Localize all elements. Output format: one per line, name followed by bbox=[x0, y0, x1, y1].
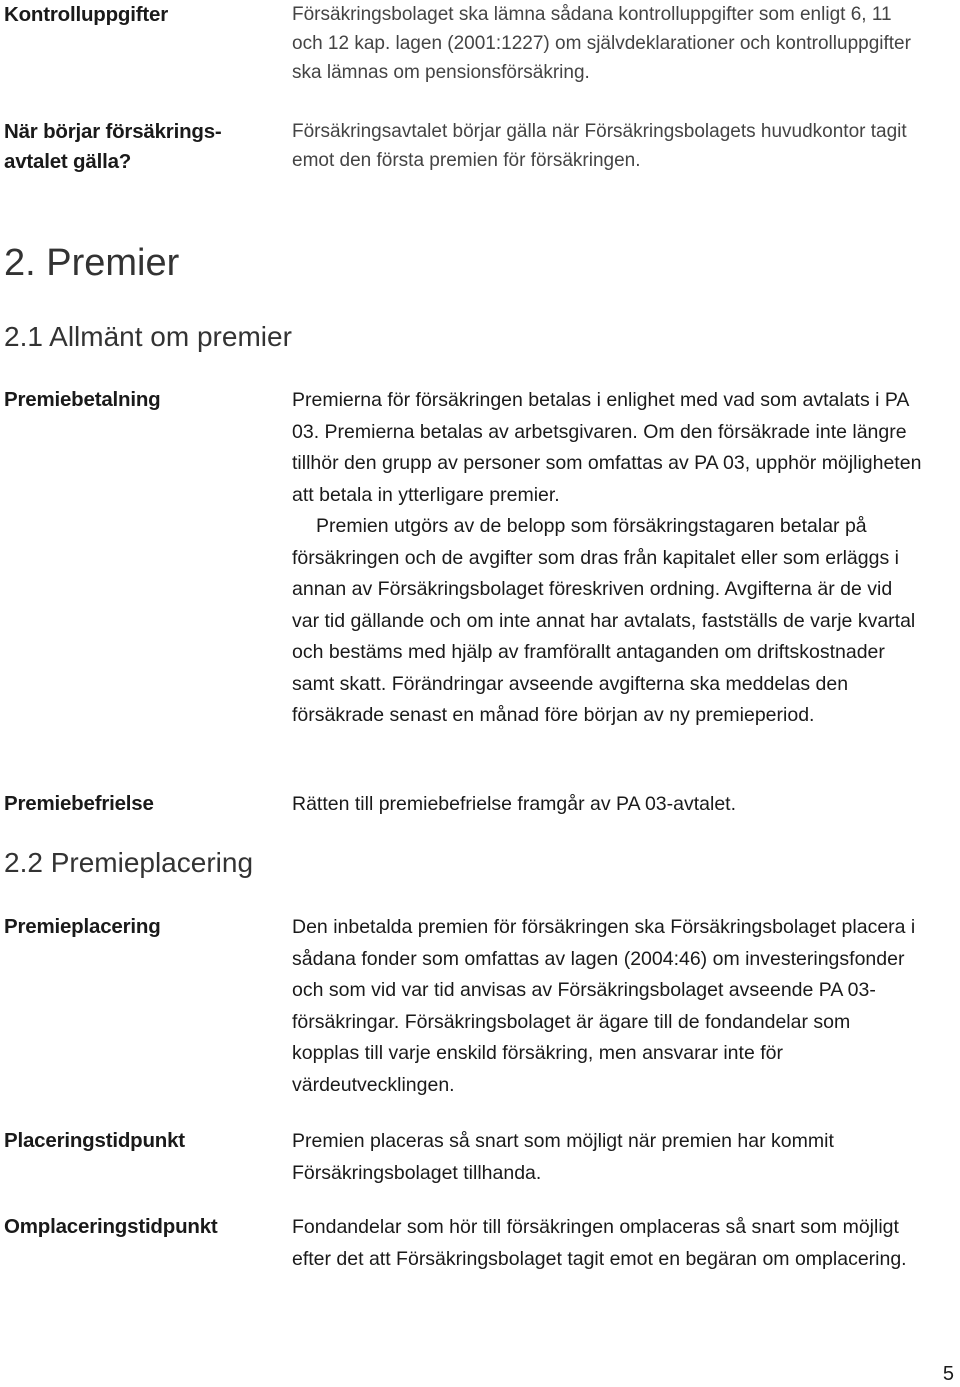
paragraph-premiebetalning-2: Premien utgörs av de belopp som försäkringstagaren betalar på försäkringen och de avgifter som dras från kapitalet eller som erläggs i annan av Försäkringsbolaget föreskriven ordning. Avgifterna är de vid var tid gällande och om inte annat har avtalats, fastställs de varje kvartal och bestäms med hjälp av framförallt antaganden om driftskostnader samt skatt. Förändringar avseende avgifterna ska meddelas den försäkrade senast en månad före början av ny premieperiod. bbox=[292, 515, 916, 726]
text-omplaceringstidpunkt bbox=[292, 1212, 922, 1275]
text-premiebetalning bbox=[292, 385, 922, 732]
text-kontrolluppgifter bbox=[292, 0, 922, 87]
subsection-heading-premieplacering: 2.2 Premieplacering bbox=[4, 847, 254, 878]
subsection-heading-allmant: 2.1 Allmänt om premier bbox=[4, 321, 292, 352]
text-placeringstidpunkt bbox=[292, 1126, 922, 1189]
page-number: 5 bbox=[942, 1363, 954, 1385]
term-kontrolluppgifter: Kontrolluppgifter bbox=[4, 3, 168, 26]
paragraph-kontrolluppgifter: Försäkringsbolaget ska lämna sådana kontrolluppgifter som enligt 6, 11 och 12 kap. lagen (2001:1227) om självdeklarationer och kontrolluppgifter ska lämnas om pensionsförsäkring. bbox=[292, 4, 911, 83]
term-premiebefrielse: Premiebefrielse bbox=[4, 792, 154, 815]
text-premieplacering bbox=[292, 912, 922, 1101]
text-forsakringsavtal-start bbox=[292, 117, 922, 175]
term-forsakringsavtal-start bbox=[4, 117, 274, 177]
text-premiebefrielse bbox=[292, 789, 922, 821]
paragraph-premiebefrielse: Rätten till premiebefrielse framgår av PA 03-avtalet. bbox=[292, 793, 737, 815]
term-line-2: avtalet gälla? bbox=[4, 150, 132, 173]
paragraph-omplaceringstidpunkt: Fondandelar som hör till försäkringen omplaceras så snart som möjligt efter det att Försäkringsbolaget tagit emot en begäran om omplacering. bbox=[292, 1216, 907, 1270]
term-line-1: När börjar försäkrings- bbox=[4, 120, 222, 143]
paragraph-placeringstidpunkt: Premien placeras så snart som möjligt när premien har kommit Försäkringsbolaget tillhanda. bbox=[292, 1130, 834, 1184]
term-omplaceringstidpunkt: Omplaceringstidpunkt bbox=[4, 1215, 218, 1238]
term-premiebetalning: Premiebetalning bbox=[4, 388, 161, 411]
paragraph-forsakringsavtal-start: Försäkringsavtalet börjar gälla när Försäkringsbolagets huvudkontor tagit emot den första premien för försäkringen. bbox=[292, 121, 907, 171]
paragraph-premieplacering: Den inbetalda premien för försäkringen ska Försäkringsbolaget placera i sådana fonder som omfattas av lagen (2004:46) om investeringsfonder och som vid var tid anvisas av Försäkringsbolaget avseende PA 03-försäkringar. Försäkringsbolaget är ägare till de fondandelar som kopplas till varje enskild försäkring, men ansvarar inte för värdeutvecklingen. bbox=[292, 916, 916, 1096]
term-premieplacering: Premieplacering bbox=[4, 915, 161, 938]
paragraph-premiebetalning-1: Premierna för försäkringen betalas i enlighet med vad som avtalats i PA 03. Premierna betalas av arbetsgivaren. Om den försäkrade inte längre tillhör den grupp av personer som omfattas av PA 03, upphör möjligheten att betala in ytterligare premier. bbox=[292, 389, 922, 506]
term-placeringstidpunkt: Placeringstidpunkt bbox=[4, 1129, 185, 1152]
section-heading-premier: 2. Premier bbox=[4, 242, 180, 284]
